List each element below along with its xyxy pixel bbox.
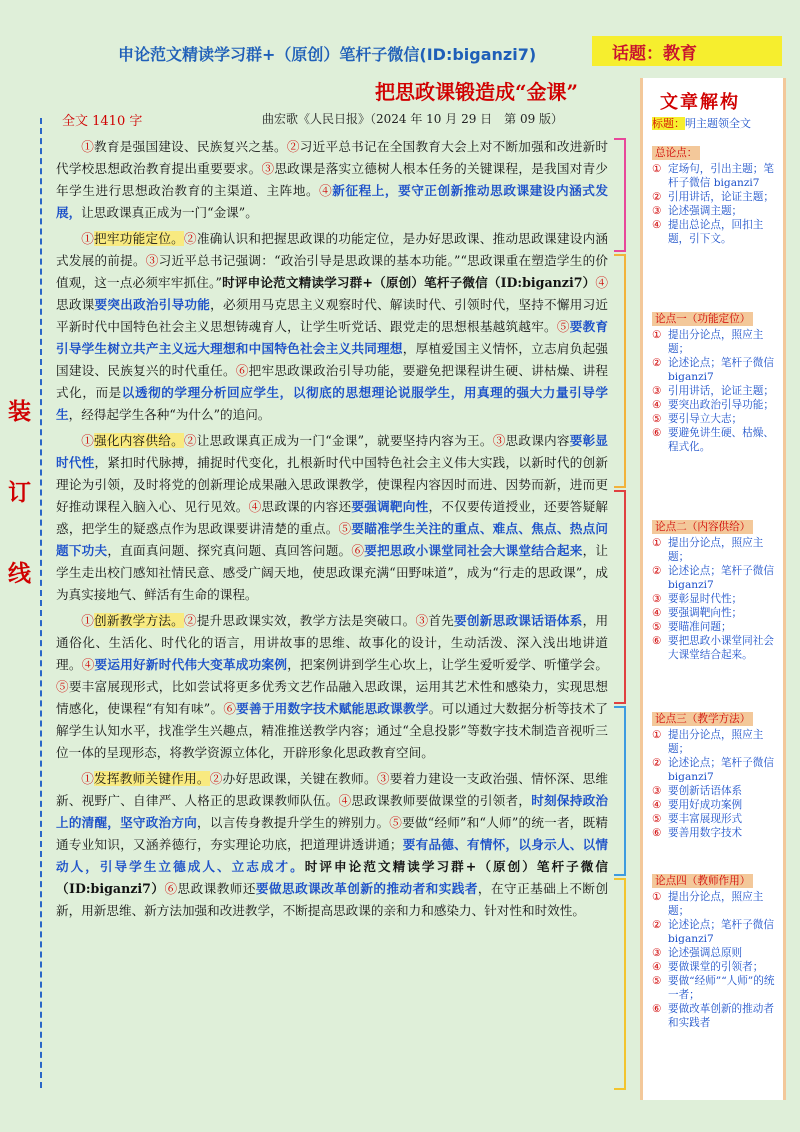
text-run: ，在守正基础上不断创新，用新思维、新方法加强和改进教学，不断提高思政课的亲和力和感染力、针对性和时效性。 <box>56 881 609 918</box>
panel-title: 文章解构 <box>660 92 740 113</box>
structure-section <box>652 520 780 662</box>
text-run: 要做“经师”和“人师”的统一者，既精通专业知识，又涵养德行，夯实理论功底，把道理讲透讲通； <box>56 815 609 852</box>
section-item <box>652 412 780 426</box>
item-text: 提出分论点，照应主题； <box>668 891 764 917</box>
section-heading: 论点三（教学方法） <box>652 712 753 726</box>
item-number: ⑥ <box>652 635 662 647</box>
article-paragraph <box>56 228 608 426</box>
article-body <box>56 136 608 926</box>
text-run: 要把思政小课堂同社会大课堂结合起来 <box>364 543 583 558</box>
text-run: 要善于用数字技术赋能思政课教学 <box>236 701 429 716</box>
text-run: 创新教学方法。 <box>94 613 185 628</box>
section-item <box>652 918 780 946</box>
item-text: 提出分论点，照应主题； <box>668 729 764 755</box>
binding-label <box>8 400 30 643</box>
sentence-number: ① <box>81 139 95 154</box>
item-text: 提出总论点，回扣主题，引下文。 <box>668 219 764 245</box>
item-text: 论述论点；笔杆子微信 biganzi7 <box>668 757 774 783</box>
binding-char: 订 <box>8 479 31 506</box>
item-text: 论述强调主题； <box>668 205 743 217</box>
section-item <box>652 798 780 812</box>
section-item <box>652 812 780 826</box>
topic-label: 话题：教育 <box>592 36 782 66</box>
sentence-number: ② <box>184 613 197 628</box>
item-text: 论述论点；笔杆子微信 biganzi7 <box>668 357 774 383</box>
text-run: 要有品德、有情怀，以身示人、以情动人，引导学生立德成人、立志成才。 <box>56 837 609 874</box>
text-run: 习近平总书记强调：“政治引导是思政课的基本功能。”“思政课重在塑造学生的价值观，这一点必须牢牢抓住。” <box>56 253 609 290</box>
text-run: 时刻保持政治上的清醒，坚守政治方向 <box>56 793 609 830</box>
section-item <box>652 356 780 384</box>
text-run: 把牢思政课政治引导功能，要避免把课程讲生硬、讲枯燥、讲程式化，而是 <box>56 363 609 400</box>
text-run: 教育是强国建设、民族复兴之基。 <box>94 139 287 154</box>
section-item <box>652 592 780 606</box>
section-item <box>652 784 780 798</box>
text-run: 思政课教师还 <box>177 881 256 896</box>
section-item <box>652 826 780 840</box>
item-text: 要做改革创新的推动者和实践者 <box>668 1003 774 1029</box>
section-item <box>652 328 780 356</box>
item-text: 定场句，引出主题；笔杆子微信 biganzi7 <box>668 163 774 189</box>
section-item <box>652 960 780 974</box>
text-run: ，必须用马克思主义观察时代、解读时代、引领时代，坚持不懈用习近平新时代中国特色社会主义思想铸魂育人，让学生听党话、跟党走的思想根基越筑越牢。 <box>56 297 609 334</box>
item-number: ③ <box>652 593 662 605</box>
text-run: 思政课的内容还 <box>261 499 352 514</box>
sentence-number: ① <box>81 433 95 448</box>
item-number: ④ <box>652 799 662 811</box>
panel-subtitle <box>652 116 780 131</box>
text-run: ，厚植爱国主义情怀，立志肩负起强国建设、民族复兴的时代重任。 <box>56 341 609 378</box>
sentence-number: ④ <box>338 793 352 808</box>
section-item <box>652 190 780 204</box>
item-text: 要瞄准问题； <box>668 621 732 633</box>
sentence-number: ③ <box>145 253 159 268</box>
paragraph-bracket <box>614 878 626 1090</box>
text-run: 要彰显时代性 <box>56 433 609 470</box>
sentence-number: ⑤ <box>338 521 352 536</box>
section-item <box>652 564 780 592</box>
section-item <box>652 162 780 190</box>
sentence-number: ③ <box>415 613 429 628</box>
section-list <box>652 536 780 662</box>
sentence-number: ① <box>81 771 95 786</box>
item-number: ④ <box>652 961 662 973</box>
item-number: ③ <box>652 785 662 797</box>
item-text: 要强调靶向性； <box>668 607 743 619</box>
text-run: ，经得起学生各种“为什么”的追问。 <box>68 407 271 422</box>
section-heading: 总论点： <box>652 146 700 160</box>
sentence-number: ⑥ <box>223 701 237 716</box>
section-heading: 论点四（教师作用） <box>652 874 753 888</box>
word-count: 全文 1410 字 <box>62 114 143 129</box>
item-number: ③ <box>652 947 662 959</box>
section-list <box>652 728 780 840</box>
article-paragraph <box>56 768 608 922</box>
article-paragraph <box>56 136 608 224</box>
item-text: 论述论点；笔杆子微信 biganzi7 <box>668 919 774 945</box>
sentence-number: ① <box>81 613 95 628</box>
binding-char: 装 <box>8 398 31 425</box>
text-run: 时评申论范文精读学习群+（原创）笔杆子微信（ID:biganzi7） <box>221 275 596 290</box>
text-run: 要强调靶向性 <box>351 499 429 514</box>
text-run: 思政课 <box>56 297 95 312</box>
sentence-number: ⑥ <box>164 881 178 896</box>
structure-section <box>652 312 780 454</box>
text-run: ，不仅要传道授业，还要答疑解惑，把学生的疑惑点作为思政课要讲清楚的重点。 <box>56 499 609 536</box>
item-text: 要避免讲生硬、枯燥、程式化。 <box>668 427 774 453</box>
text-run: 把牢功能定位。 <box>94 231 185 246</box>
text-run: 习近平总书记在全国教育大会上对不断加强和改进新时代学校思想政治教育提出重要要求。 <box>56 139 609 176</box>
text-run: 思政课是落实立德树人根本任务的关键课程，是我国对青少年学生进行思想政治教育的主渠道、主阵地。 <box>56 161 609 198</box>
paragraph-bracket <box>614 254 626 488</box>
sentence-number: ② <box>184 231 197 246</box>
header-line: 申论范文精读学习群+（原创）笔杆子微信(ID:biganzi7) <box>118 45 537 64</box>
sentence-number: ② <box>209 771 223 786</box>
text-run: 首先 <box>428 613 455 628</box>
paragraph-bracket <box>614 706 626 876</box>
item-text: 论述论点；笔杆子微信 biganzi7 <box>668 565 774 591</box>
byline: 曲宏歌《人民日报》（2024 年 10 月 29 日 第 09 版） <box>262 112 564 126</box>
text-run: 要着力建设一支政治强、情怀深、思维新、视野广、自律严、人格正的思政课教师队伍。 <box>56 771 609 808</box>
item-text: 论述强调总原则 <box>668 947 743 959</box>
sentence-number: ⑤ <box>389 815 403 830</box>
sentence-number: ⑤ <box>56 679 69 694</box>
section-item <box>652 536 780 564</box>
text-run: 思政课教师要做课堂的引领者， <box>351 793 532 808</box>
text-run: 要丰富展现形式，比如尝试将更多优秀文艺作品融入思政课，运用其艺术性和感染力，实现思想情感化，使课程“有知有味”。 <box>56 679 609 716</box>
item-text: 要用好成功案例 <box>668 799 743 811</box>
section-item <box>652 606 780 620</box>
structure-section <box>652 874 780 1030</box>
sentence-number: ③ <box>376 771 390 786</box>
item-number: ② <box>652 191 662 203</box>
text-run: 以透彻的学理分析回应学生，以彻底的思想理论说服学生，用真理的强大力量引导学生 <box>56 385 608 422</box>
text-run: 让思政课真正成为一门“金课”。 <box>81 205 258 220</box>
text-run: ，把案例讲到学生心坎上，让学生爱听爱学、听懂学会。 <box>287 657 609 672</box>
binding-char: 线 <box>8 560 31 587</box>
item-text: 要彰显时代性； <box>668 593 743 605</box>
item-number: ① <box>652 163 662 175</box>
section-item <box>652 426 780 454</box>
item-number: ② <box>652 919 662 931</box>
item-number: ⑤ <box>652 621 662 633</box>
sentence-number: ④ <box>81 657 95 672</box>
article-paragraph <box>56 430 608 606</box>
item-number: ① <box>652 537 662 549</box>
section-item <box>652 890 780 918</box>
text-run: 准确认识和把握思政课的功能定位，是办好思政课、推动思政课建设内涵式发展的前提。 <box>56 231 609 268</box>
item-number: ⑤ <box>652 413 662 425</box>
article-title: 把思政课锻造成“金课” <box>375 80 579 104</box>
text-run: 强化内容供给。 <box>94 433 184 448</box>
text-run: 要教育引导学生树立共产主义远大理想和中国特色社会主义共同理想 <box>56 319 609 356</box>
text-run: 时评申论范文精读学习群+（原创）笔杆子微信（ID:biganzi7） <box>56 859 609 896</box>
text-run: 思政课内容 <box>505 433 570 448</box>
item-text: 要突出政治引导功能； <box>668 399 774 411</box>
section-item <box>652 634 780 662</box>
text-run: 要创新思政课话语体系 <box>454 613 583 628</box>
item-text: 要丰富展现形式 <box>668 813 743 825</box>
item-number: ② <box>652 357 662 369</box>
item-number: ⑤ <box>652 813 662 825</box>
item-number: ① <box>652 891 662 903</box>
section-heading: 论点一（功能定位） <box>652 312 753 326</box>
article-paragraph <box>56 610 608 764</box>
text-run: 要突出政治引导功能 <box>94 297 211 312</box>
sentence-number: ⑥ <box>351 543 365 558</box>
text-run: 让思政课真正成为一门“金课”，就要坚持内容为王。 <box>196 433 493 448</box>
sentence-number: ① <box>81 231 95 246</box>
item-number: ④ <box>652 607 662 619</box>
section-item <box>652 756 780 784</box>
text-run: 要瞄准学生关注的重点、难点、焦点、热点问题下功夫 <box>56 521 609 558</box>
item-text: 要创新话语体系 <box>668 785 743 797</box>
item-number: ⑥ <box>652 827 662 839</box>
item-number: ③ <box>652 205 662 217</box>
item-text: 要把思政小课堂同社会大课堂结合起来。 <box>668 635 774 661</box>
paragraph-bracket <box>614 490 626 704</box>
section-item <box>652 1002 780 1030</box>
text-run: 办好思政课，关键在教师。 <box>222 771 377 786</box>
section-list <box>652 890 780 1030</box>
item-number: ② <box>652 757 662 769</box>
section-item <box>652 204 780 218</box>
item-number: ② <box>652 565 662 577</box>
subtitle-tag: 标题： <box>652 117 685 130</box>
text-run: 要运用好新时代伟大变革成功案例 <box>94 657 288 672</box>
sentence-number: ⑥ <box>235 363 249 378</box>
item-text: 要做课堂的引领者； <box>668 961 764 973</box>
text-run: 新征程上，要守正创新推动思政课建设内涵式发展， <box>56 183 608 220</box>
item-text: 引用讲话，论证主题； <box>668 385 774 397</box>
text-run: ，用通俗化、生活化、时代化的语言，用讲故事的思维、故事化的设计，生动活泼、深入浅出地讲道理。 <box>56 613 609 672</box>
text-run: ，以言传身教提升学生的辨别力。 <box>197 815 390 830</box>
item-text: 提出分论点，照应主题； <box>668 329 764 355</box>
item-number: ⑥ <box>652 427 662 439</box>
sentence-number: ④ <box>248 499 262 514</box>
subtitle-text: 明主题领全文 <box>685 117 751 130</box>
text-run: 提升思政课实效，教学方法是突破口。 <box>196 613 416 628</box>
section-item <box>652 728 780 756</box>
section-list <box>652 328 780 454</box>
text-run: 要做思政课改革创新的推动者和实践者 <box>255 881 478 896</box>
sentence-number: ③ <box>261 161 275 176</box>
item-number: ⑤ <box>652 975 662 987</box>
sentence-number: ⑤ <box>556 319 570 334</box>
item-text: 引用讲话，论证主题； <box>668 191 774 203</box>
text-run: ，紧扣时代脉搏，捕捉时代变化，扎根新时代中国特色社会主义伟大实践，以新时代的创新理论为引领，及时将党的创新理论成果融入思政课教学，使课程内容因时而进、因势而新，进而更好推动课程入脑入心、见行见效。 <box>56 455 609 514</box>
sentence-number: ② <box>286 139 300 154</box>
text-run: 。可以通过大数据分析等技术了解学生认知水平，找准学生兴趣点，精准推送教学内容；通过“全息投影”等数字技术制造音视听三位一体的呈现形态，将教学资源立体化，开辟形象化思政教育空间。 <box>56 701 609 760</box>
section-item <box>652 218 780 246</box>
section-item <box>652 384 780 398</box>
sentence-number: ④ <box>319 183 333 198</box>
item-number: ④ <box>652 219 662 231</box>
section-list <box>652 162 780 246</box>
binding-dashed-line <box>40 118 42 1088</box>
item-text: 要善用数字技术 <box>668 827 743 839</box>
sentence-number: ② <box>183 433 197 448</box>
paragraph-bracket <box>614 138 626 252</box>
text-run: ，让学生走出校门感知社情民意、感受广阔天地，使思政课充满“田野味道”，成为“行走的思政课”，成为真实接地气、鲜活有生命的课程。 <box>56 543 609 602</box>
item-text: 提出分论点，照应主题； <box>668 537 764 563</box>
section-item <box>652 974 780 1002</box>
item-number: ⑥ <box>652 1003 662 1015</box>
text-run: 发挥教师关键作用。 <box>94 771 210 786</box>
item-number: ③ <box>652 385 662 397</box>
structure-section <box>652 712 780 840</box>
section-item <box>652 946 780 960</box>
item-number: ① <box>652 329 662 341</box>
sentence-number: ③ <box>492 433 506 448</box>
item-text: 要做“经师”“人师”的统一者； <box>668 975 775 1001</box>
text-run: ，直面真问题、探究真问题、真回答问题。 <box>107 543 352 558</box>
section-item <box>652 620 780 634</box>
item-number: ④ <box>652 399 662 411</box>
section-heading: 论点二（内容供给） <box>652 520 753 534</box>
structure-section <box>652 146 780 246</box>
item-text: 要引导立大志； <box>668 413 743 425</box>
sentence-number: ④ <box>595 275 608 290</box>
section-item <box>652 398 780 412</box>
item-number: ① <box>652 729 662 741</box>
